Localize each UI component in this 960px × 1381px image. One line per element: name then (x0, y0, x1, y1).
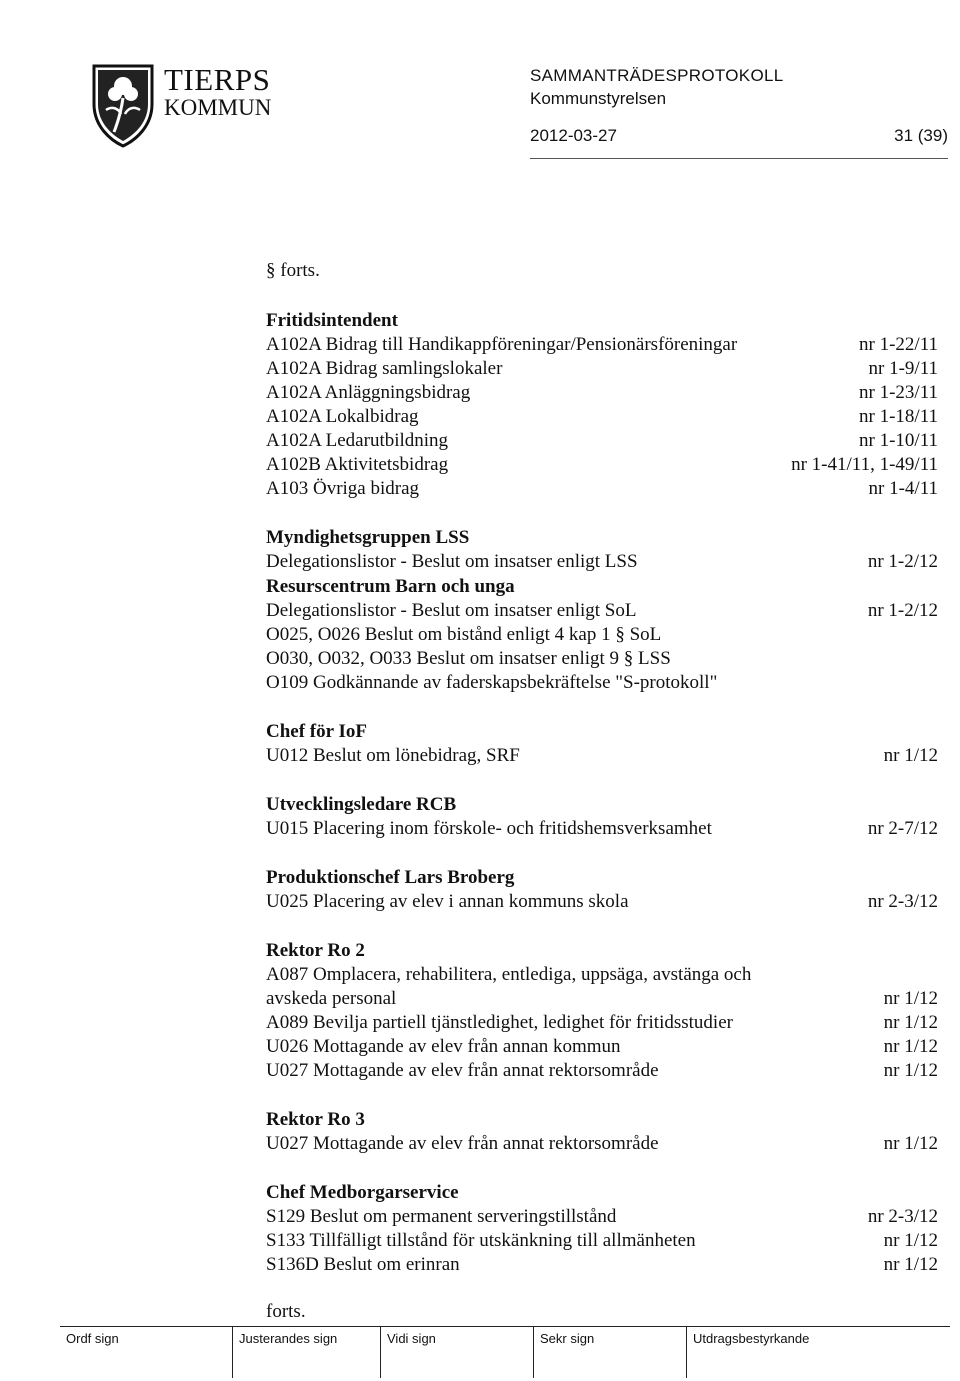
item-description: A102A Lokalbidrag (266, 406, 419, 427)
list-item (266, 1059, 938, 1083)
list-item (266, 987, 938, 1011)
spacer (266, 501, 938, 525)
forts-top: § forts. (266, 260, 320, 281)
item-number (928, 963, 938, 987)
list-item (266, 671, 938, 695)
organization-name: Kommunstyrelsen (530, 89, 667, 108)
section-heading: Produktionschef Lars Broberg (266, 867, 515, 888)
list-item (266, 550, 938, 574)
meeting-date: 2012-03-27 (530, 126, 617, 145)
list-item (266, 1205, 938, 1229)
item-number: nr 1/12 (883, 1036, 938, 1057)
justerandes-sign-cell: Justerandes sign (233, 1327, 381, 1379)
item-number: nr 1/12 (883, 988, 938, 1009)
item-number: nr 1-41/11, 1-49/11 (791, 454, 938, 475)
section-heading: Chef Medborgarservice (266, 1182, 459, 1203)
item-description: A089 Bevilja partiell tjänstledighet, ledighet för fritidsstudier (266, 1012, 733, 1033)
spacer (266, 284, 938, 308)
section-heading: Rektor Ro 2 (266, 940, 365, 961)
list-item (266, 477, 938, 501)
section-heading: Utvecklingsledare RCB (266, 794, 457, 815)
section-heading: Myndighetsgruppen LSS (266, 527, 470, 548)
item-number: nr 1/12 (883, 1133, 938, 1154)
item-description: O109 Godkännande av faderskapsbekräftelse "S-protokoll" (266, 672, 718, 693)
item-number (928, 623, 938, 647)
item-description: A087 Omplacera, rehabilitera, entlediga, uppsäga, avstänga och (266, 964, 752, 985)
item-number: nr 2-3/12 (867, 891, 938, 912)
list-item (266, 333, 938, 357)
section-heading: Chef för IoF (266, 721, 367, 742)
spacer (266, 695, 938, 719)
list-item (266, 1132, 938, 1156)
list-item (266, 890, 938, 914)
list-item (266, 357, 938, 381)
item-number: nr 1/12 (883, 1230, 938, 1251)
item-description: S133 Tillfälligt tillstånd för utskänkning till allmänheten (266, 1230, 696, 1251)
item-number: nr 2-3/12 (867, 1206, 938, 1227)
municipality-logo (88, 60, 278, 150)
item-number: nr 1/12 (883, 745, 938, 766)
list-item (266, 1253, 938, 1277)
item-number: nr 1/12 (883, 1012, 938, 1033)
list-item (266, 1035, 938, 1059)
item-description: O030, O032, O033 Beslut om insatser enligt 9 § LSS (266, 648, 671, 669)
item-number: nr 1-18/11 (859, 406, 938, 427)
section-myndighetsgruppen-lss (266, 525, 938, 574)
item-description: U027 Mottagande av elev från annat rektorsområde (266, 1060, 659, 1081)
spacer (266, 914, 938, 938)
item-description: A102A Bidrag till Handikappföreningar/Pensionärsföreningar (266, 334, 738, 355)
item-description: avskeda personal (266, 988, 397, 1009)
spacer (266, 768, 938, 792)
item-description: U026 Mottagande av elev från annan kommun (266, 1036, 621, 1057)
item-description: A102A Anläggningsbidrag (266, 382, 471, 403)
list-item (266, 623, 938, 647)
spacer (266, 1083, 938, 1107)
item-description: S129 Beslut om permanent serveringstillstånd (266, 1206, 617, 1227)
item-number (928, 647, 938, 671)
section-resurscentrum (266, 574, 938, 695)
list-item (266, 405, 938, 429)
item-number: nr 1-23/11 (859, 382, 938, 403)
item-description: U015 Placering inom förskole- och fritidshemsverksamhet (266, 818, 712, 839)
list-item (266, 453, 938, 477)
item-description: U025 Placering av elev i annan kommuns skola (266, 891, 629, 912)
document-title: SAMMANTRÄDESPROTOKOLL (530, 66, 784, 85)
section-fritidsintendent (266, 308, 938, 501)
utdragsbestyrkande-cell: Utdragsbestyrkande (687, 1327, 951, 1379)
section-chef-medborgarservice (266, 1180, 938, 1277)
list-item (266, 647, 938, 671)
item-number: nr 2-7/12 (867, 818, 938, 839)
list-item (266, 817, 938, 841)
coat-of-arms-icon (88, 60, 158, 150)
section-rektor-ro3 (266, 1107, 938, 1156)
list-item (266, 429, 938, 453)
item-description: Delegationslistor - Beslut om insatser enligt LSS (266, 551, 638, 572)
section-heading: Rektor Ro 3 (266, 1109, 365, 1130)
list-item (266, 963, 938, 987)
item-description: S136D Beslut om erinran (266, 1254, 460, 1275)
section-heading: Resurscentrum Barn och unga (266, 576, 515, 597)
vidi-sign-cell: Vidi sign (381, 1327, 534, 1379)
logo-line-1: TIERPS (164, 62, 271, 97)
item-number: nr 1-9/11 (868, 358, 938, 379)
item-number: nr 1/12 (883, 1060, 938, 1081)
item-description: A102B Aktivitetsbidrag (266, 454, 449, 475)
logo-text (164, 64, 271, 120)
logo-line-2: KOMMUN (164, 95, 272, 120)
item-description: A102A Ledarutbildning (266, 430, 449, 451)
section-chef-iof (266, 719, 938, 768)
item-number: nr 1-10/11 (859, 430, 938, 451)
signature-table (60, 1326, 950, 1378)
item-number: nr 1-22/11 (859, 334, 938, 355)
item-number: nr 1-2/12 (867, 600, 938, 621)
item-description: U027 Mottagande av elev från annat rektorsområde (266, 1133, 659, 1154)
protocol-body (266, 258, 938, 1325)
list-item (266, 744, 938, 768)
list-item (266, 1011, 938, 1035)
item-description: O025, O026 Beslut om bistånd enligt 4 kap 1 § SoL (266, 624, 662, 645)
item-number: nr 1/12 (883, 1254, 938, 1275)
section-heading: Fritidsintendent (266, 310, 398, 331)
list-item (266, 1229, 938, 1253)
section-produktionschef (266, 865, 938, 914)
section-utvecklingsledare (266, 792, 938, 841)
item-description: A103 Övriga bidrag (266, 478, 420, 499)
item-description: U012 Beslut om lönebidrag, SRF (266, 745, 520, 766)
item-number: nr 1-4/11 (868, 478, 938, 499)
section-rektor-ro2 (266, 938, 938, 1083)
item-number: nr 1-2/12 (867, 551, 938, 572)
item-number (928, 671, 938, 695)
ordf-sign-cell: Ordf sign (60, 1327, 233, 1379)
forts-bottom: forts. (266, 1301, 306, 1322)
spacer (266, 1156, 938, 1180)
list-item (266, 381, 938, 405)
list-item (266, 599, 938, 623)
item-description: Delegationslistor - Beslut om insatser enligt SoL (266, 600, 637, 621)
sekr-sign-cell: Sekr sign (534, 1327, 687, 1379)
item-description: A102A Bidrag samlingslokaler (266, 358, 503, 379)
page-number: 31 (39) (894, 126, 948, 145)
spacer (266, 841, 938, 865)
header-divider (530, 158, 948, 159)
